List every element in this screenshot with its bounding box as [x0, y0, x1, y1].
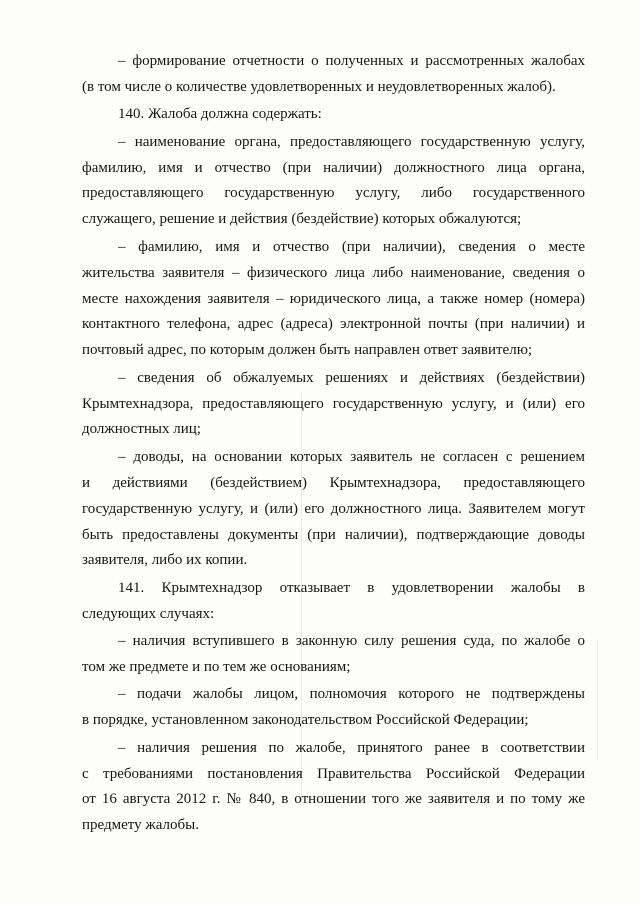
text-line: фамилию, имя и отчество (при наличии) должностного лица органа,	[82, 159, 585, 176]
text-line: контактного телефона, адрес (адреса) электронной почты (при наличии) и	[82, 316, 585, 333]
paragraph	[82, 102, 585, 128]
text-line: – фамилию, имя и отчество (при наличии), сведения о месте	[118, 238, 585, 255]
text-line: быть предоставлены документы (при наличии), подтверждающие доводы	[82, 526, 585, 543]
text-line: Крымтехнадзора, предоставляющего государственную услугу, и (или) его	[82, 395, 585, 412]
text-line: жительства заявителя – физического лица либо наименование, сведения о	[82, 264, 585, 281]
text-line: почтовый адрес, по которым должен быть направлен ответ заявителю;	[82, 342, 533, 359]
text-line: месте нахождения заявителя – юридического лица, а также номер (номера)	[82, 290, 585, 307]
paragraph	[82, 629, 585, 681]
text-line: – наименование органа, предоставляющего государственную услугу,	[118, 133, 585, 150]
text-line: в порядке, установленном законодательством Российской Федерации;	[82, 712, 529, 729]
text-line: предмету жалобы.	[82, 817, 199, 834]
text-line: – сведения об обжалуемых решениях и действиях (бездействии)	[118, 369, 585, 386]
scan-artifact-line	[597, 640, 598, 760]
text-line: – формирование отчетности о полученных и рассмотренных жалобах	[118, 53, 585, 69]
text-line: – наличия решения по жалобе, принятого ранее в соответствии	[118, 739, 585, 756]
text-line: 140. Жалоба должна содержать:	[118, 106, 322, 123]
text-line: государственную услугу, и (или) его должностного лица. Заявителем могут	[82, 500, 585, 517]
text-line: должностных лиц;	[82, 421, 201, 438]
text-line: 141. Крымтехнадзор отказывает в удовлетворении жалобы в	[118, 579, 585, 596]
text-line: предоставляющего государственную услугу, либо государственного	[82, 185, 585, 202]
text-line: служащего, решение и действия (бездействие) которых обжалуются;	[82, 211, 522, 228]
text-line: (в том числе о количестве удовлетворенных и неудовлетворенных жалоб).	[82, 78, 556, 95]
text-line: с требованиями постановления Правительства Российской Федерации	[82, 765, 585, 782]
text-line: – подачи жалобы лицом, полномочия которого не подтверждены	[118, 686, 585, 703]
text-line: от 16 августа 2012 г. № 840, в отношении того же заявителя и по тому же	[82, 791, 585, 808]
paragraph	[82, 49, 585, 101]
paragraph	[82, 445, 585, 574]
text-line: и действиями (бездействием) Крымтехнадзора, предоставляющего	[82, 474, 585, 491]
text-line: заявителя, либо их копии.	[82, 552, 248, 569]
document-body	[82, 49, 585, 839]
paragraph	[82, 736, 585, 840]
paragraph	[82, 130, 585, 234]
text-line: – доводы, на основании которых заявитель не согласен с решением	[118, 448, 585, 465]
paragraph	[82, 682, 585, 734]
text-line: – наличия вступившего в законную силу решения суда, по жалобе о	[118, 633, 585, 650]
paragraph	[82, 366, 585, 444]
text-line: следующих случаях:	[82, 605, 215, 622]
paragraph	[82, 235, 585, 364]
text-line: том же предмете и по тем же основаниям;	[82, 658, 351, 675]
paragraph	[82, 576, 585, 628]
